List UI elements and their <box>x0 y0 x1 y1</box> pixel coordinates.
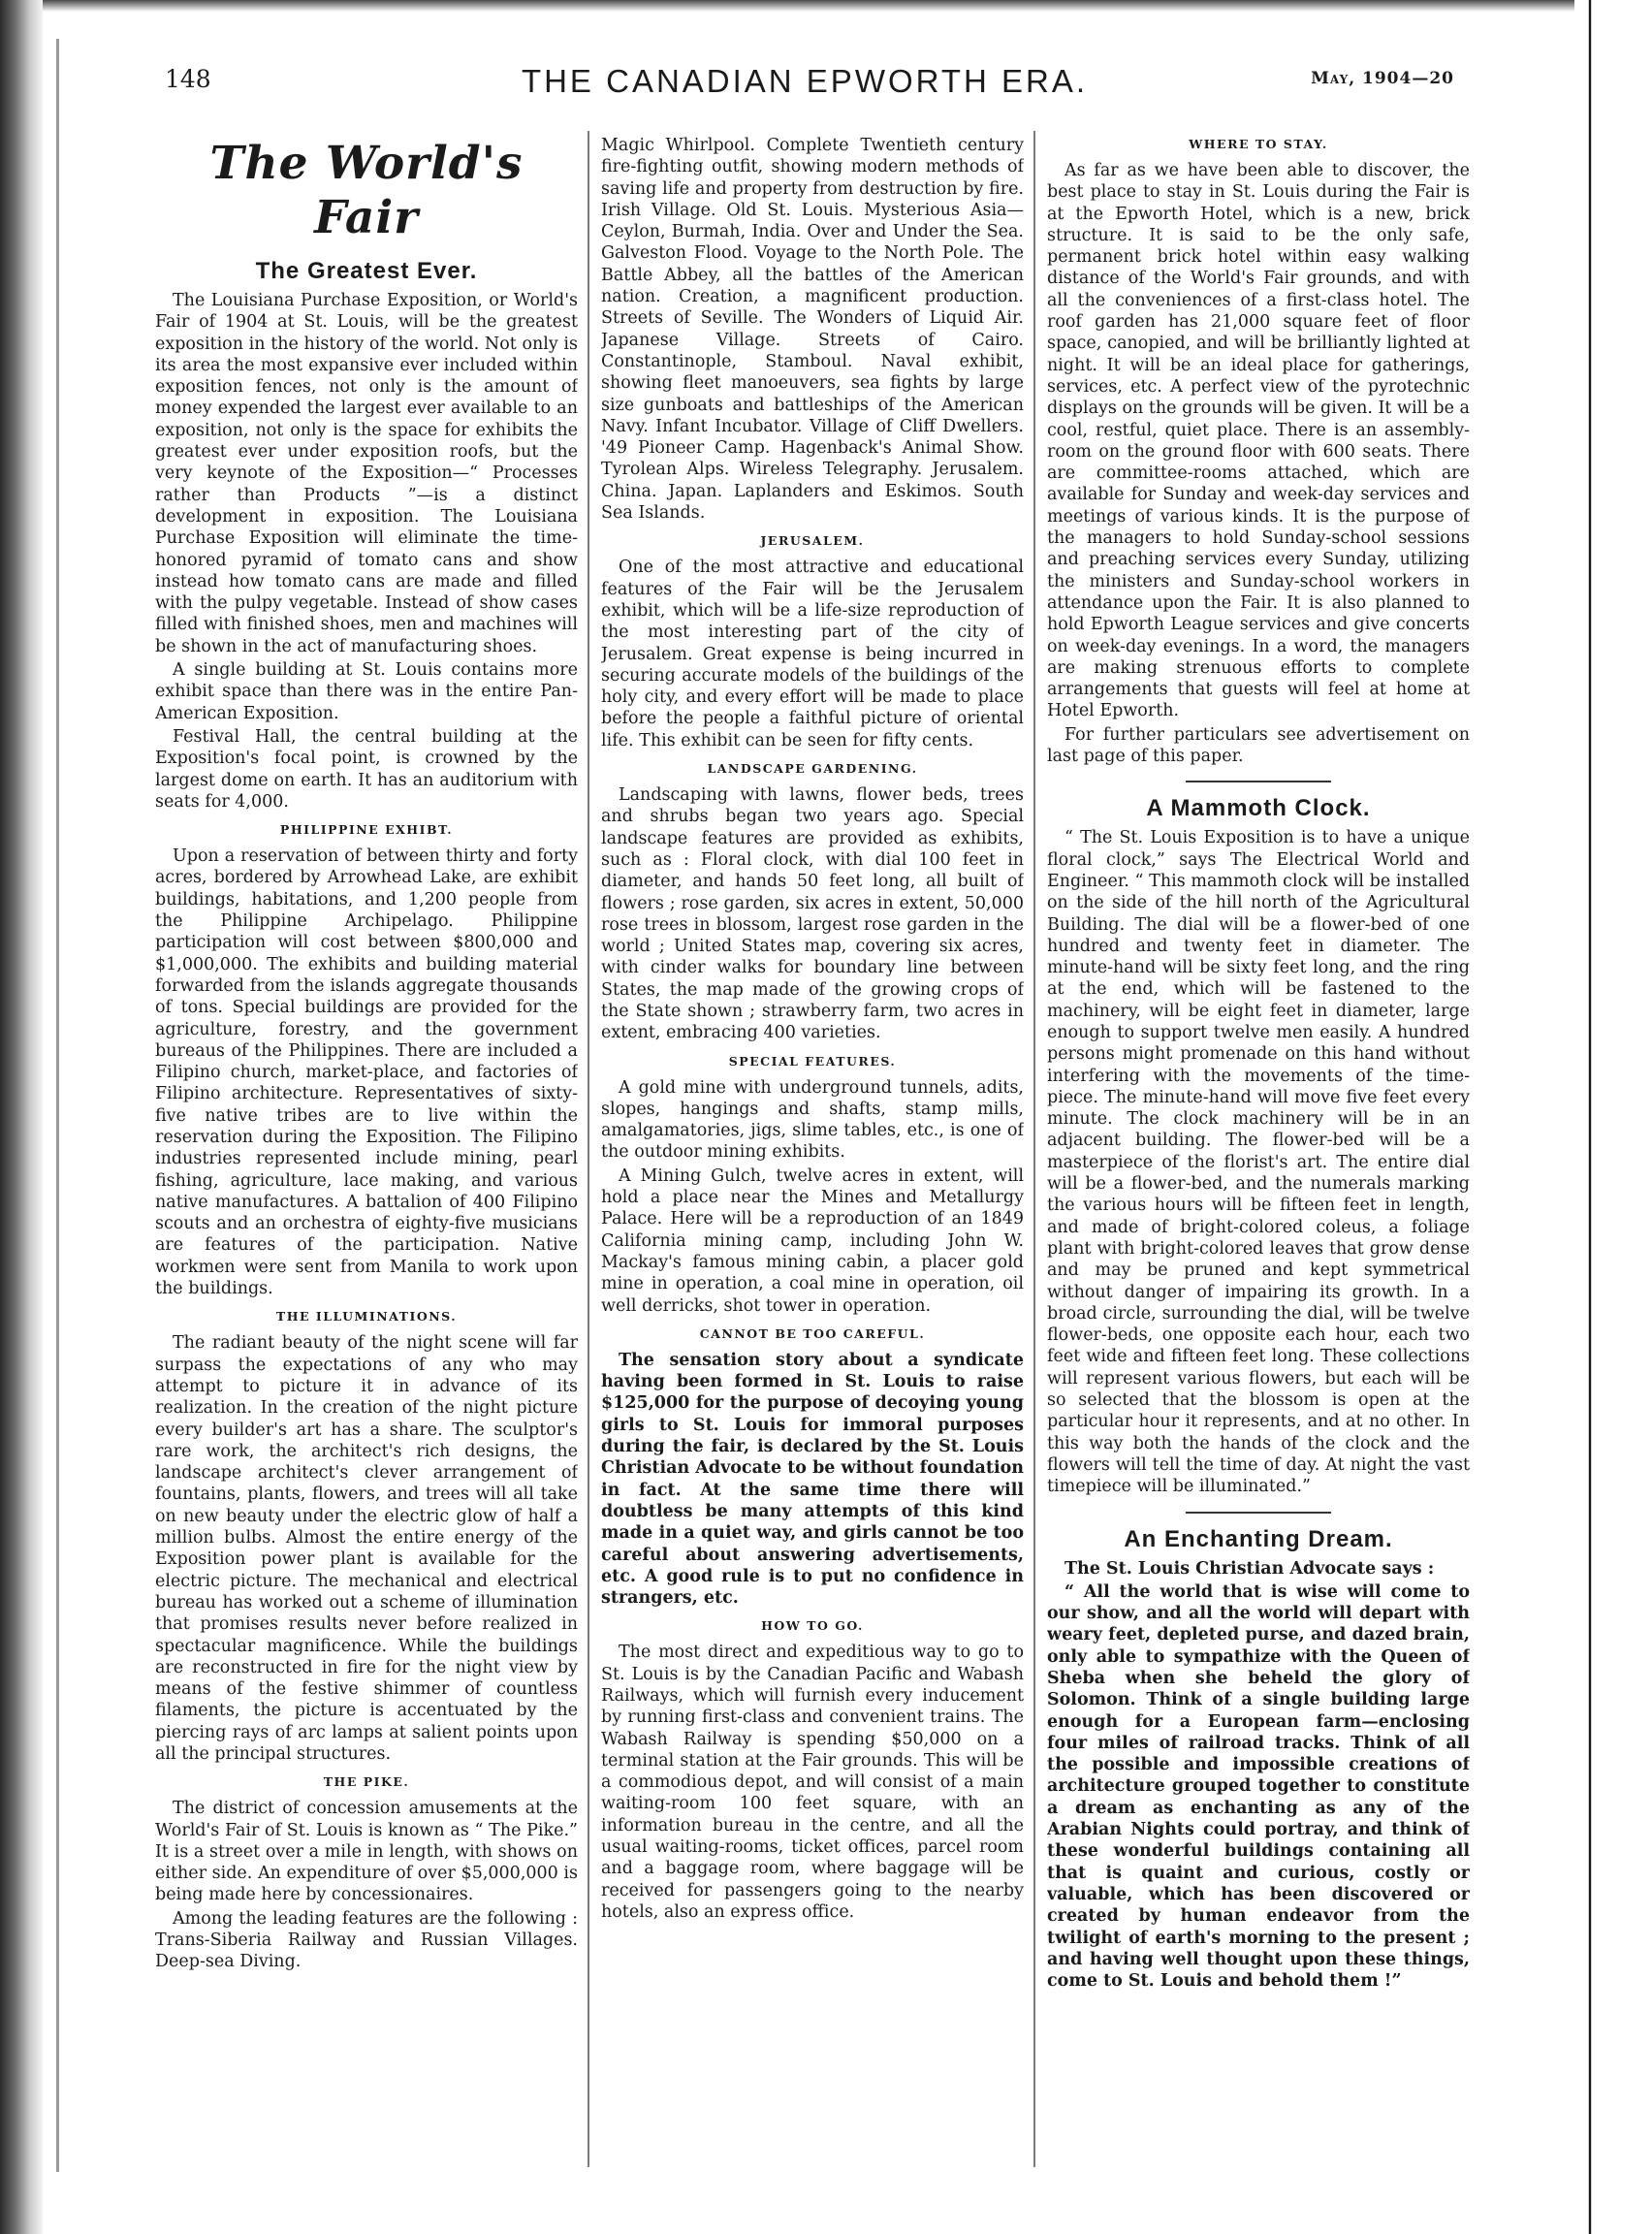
facing-page-edge <box>1574 0 1652 2234</box>
column-1 <box>155 131 578 2167</box>
newspaper-page <box>155 53 1470 2186</box>
article-title: The Greatest Ever. <box>255 258 478 284</box>
running-header <box>155 53 1454 112</box>
paragraph: The radiant beauty of the night scene will far surpass the expectations of any who may attempt to picture it in advance of its realization. In the creation of the night picture every builder's art has a share. The sculptor's rare work, the architect's rich designs, the landscape architect's clever arrangement of fountains, plants, flowers, and trees will all take on new beauty under the electric glow of half a million bulbs. Almost the entire energy of the Exposition power plant is available for the electric picture. The mechanical and electrical bureau has worked out a scheme of illumination that promises results never before realized in spectacular magnificence. While the buildings are reconstructed in fire for the night view by means of the festive shimmer of countless filaments, the picture is accentuated by the piercing rays of arc lamps at salient points upon all the principal structures. <box>155 1333 578 1764</box>
paragraph: The St. Louis Christian Advocate says : <box>1064 1558 1435 1579</box>
issue-date: May, 1904—20 <box>1311 69 1454 88</box>
section-heading: WHERE TO STAY. <box>1189 137 1328 151</box>
paragraph: “ The St. Louis Exposition is to have a unique floral clock,” says The Electrical World and Engineer. “ This mammoth clock will be installed on the side of the hill north of the Agricultural Building. The dial will be a flower-bed of one hundred and twenty feet in diameter. The minute-hand will be sixty feet long, and the ring at the end, which will be fastened to the machinery, will be eight feet in diameter, large enough to support twelve men easily. A hundred persons might promenade on this hand without interfering with the movements of the time-piece. The minute-hand will move five feet every minute. The clock machinery will be in an adjacent building. The flower-bed will be a masterpiece of the florist's art. The entire dial will be a flower-bed, and the numerals marking the various hours will be fifteen feet in length, and made of bright-colored coleus, a foliage plant with bright-colored leaves that grow dense and may be pruned and kept symmetrical without danger of impairing its growth. In a broad circle, surrounding the dial, will be twelve flower-beds, one opposite each hour, each two feet wide and fifteen feet long. These collections will represent various flowers, but each will be so selected that the blossom is open at the particular hour it represents, and at no other. In this way both the hands of the clock and the flowers will tell the time of day. At night the vast timepiece will be illuminated.” <box>1047 828 1470 1497</box>
paragraph: For further particulars see advertisement on last page of this paper. <box>1047 724 1470 767</box>
paragraph: A gold mine with underground tunnels, adits, slopes, hangings and shafts, stamp mills, amalgamatories, jigs, slime tables, etc., is one of the outdoor mining exhibits. <box>601 1077 1024 1163</box>
paragraph: Among the leading features are the following : Trans-Siberia Railway and Russian Villages. Deep-sea Diving. <box>155 1908 578 1972</box>
binding-shadow-line <box>56 39 59 2172</box>
banner-heading: The World's Fair <box>209 137 524 244</box>
column-3 <box>1047 135 1470 2171</box>
paragraph: “ All the world that is wise will come to our show, and all the world will depart with weary feet, depleted purse, and dazed brain, only able to sympathize with the Queen of Sheba when she beheld the glory of Solomon. Think of a single building large enough for a European farm—enclosing four miles of railroad tracks. Think of all the possible and impossible creations of architecture grouped together to constitute a dream as enchanting as any of the Arabian Nights could portray, and think of these wonderful buildings containing all that is quaint and curious, costly or valuable, which has been discovered or created by human endeavor from the twilight of earth's morning to the present ; and having well thought upon these things, come to St. Louis and behold them !” <box>1047 1581 1470 1992</box>
journal-title: THE CANADIAN EPWORTH ERA. <box>521 63 1089 99</box>
paragraph: Magic Whirlpool. Complete Twentieth century fire-fighting outfit, showing modern methods of saving life and property from destruction by fire. Irish Village. Old St. Louis. Mysterious Asia—Ceylon, Burmah, India. Over and Under the Sea. Galveston Flood. Voyage to the North Pole. The Battle Abbey, all the battles of the American nation. Creation, a magnificent production. Streets of Seville. The Wonders of Liquid Air. Japanese Village. Streets of Cairo. Constantinople, Stamboul. Naval exhibit, showing fleet manoeuvers, sea fights by large size gunboats and battleships of the American Navy. Infant Incubator. Village of Cliff Dwellers. '49 Pioneer Camp. Hagenback's Animal Show. Tyrolean Alps. Wireless Telegraphy. Jerusalem. China. Japan. Laplanders and Eskimos. South Sea Islands. <box>601 136 1024 524</box>
section-heading: LANDSCAPE GARDENING. <box>707 761 918 777</box>
paragraph: A Mining Gulch, twelve acres in extent, will hold a place near the Mines and Metallurgy Palace. Here will be a reproduction of an 1849 California mining camp, including John W. Mackay's famous mining cabin, a placer gold mine in operation, a coal mine in operation, oil well derricks, shot tower in operation. <box>601 1165 1024 1316</box>
article-title: A Mammoth Clock. <box>1146 795 1371 822</box>
paragraph: As far as we have been able to discover, the best place to stay in St. Louis during the Fair is at the Epworth Hotel, which is a new, brick structure. It is said to be the only safe, permanent brick hotel within easy walking distance of the World's Fair grounds, and with all the conveniences of a first-class hotel. The roof garden has 21,000 square feet of floor space, canopied, and will be brilliantly lighted at night. It will be an ideal place for gatherings, services, etc. A perfect view of the pyrotechnic displays on the grounds will be given. It will be a cool, restful, quiet place. There is an assembly-room on the ground floor with 600 seats. There are committee-rooms attached, which are available for Sunday and week-day services and meetings of various kinds. It is the purpose of the managers to hold Sunday-school sessions and preaching services every Sunday, utilizing the ministers and Sunday-school workers in attendance upon the Fair. It is also planned to hold Epworth League services and give concerts on week-day evenings. In a word, the managers are making strenuous efforts to complete arrangements that guests will feel at home at Hotel Epworth. <box>1047 161 1470 721</box>
page-number: 148 <box>165 65 211 93</box>
paragraph: Festival Hall, the central building at the Exposition's focal point, is crowned by the largest dome on earth. It has an auditorium with seats for 4,000. <box>155 726 578 812</box>
paragraph: The sensation story about a syndicate having been formed in St. Louis to raise $125,000 for the purpose of decoying young girls to St. Louis for immoral purposes during the fair, is declared by the St. Louis Christian Advocate to be without foundation in fact. At the same time there will doubtless be many attempts of this kind made in a quiet way, and girls cannot be too careful about answering advertisements, etc. A good rule is to put no confidence in strangers, etc. <box>601 1350 1024 1609</box>
paragraph: One of the most attractive and educational features of the Fair will be the Jerusalem exhibit, which will be a life-size reproduction of the most interesting part of the city of Jerusalem. Great expense is being incurred in securing accurate models of the buildings of the holy city, and every effort will be made to place before the people a faithful picture of oriental life. This exhibit can be seen for fifty cents. <box>601 558 1024 750</box>
column-2 <box>601 135 1024 2171</box>
section-heading: THE ILLUMINATIONS. <box>275 1309 458 1324</box>
paragraph: The Louisiana Purchase Exposition, or World's Fair of 1904 at St. Louis, will be the greatest exposition in the history of the world. Not only is its area the most expansive ever included within exposition fences, not only is the amount of money expended the largest ever available to an exposition, not only is the space for exhibits the greatest ever under exposition roofs, but the very keynote of the Exposition—“ Processes rather than Products ”—is a distinct development in exposition. The Louisiana Purchase Exposition will eliminate the time-honored pyramid of tomato cans and show instead how tomato cans are made and filled with the pulpy vegetable. Instead of show cases filled with finished shoes, men and machines will be shown in the act of manufacturing shoes. <box>155 291 578 656</box>
divider <box>1186 1512 1331 1514</box>
section-heading: CANNOT BE TOO CAREFUL. <box>699 1325 926 1341</box>
top-scan-shadow <box>43 0 1574 12</box>
paragraph: The most direct and expeditious way to go to St. Louis is by the Canadian Pacific and Wabash Railways, which will furnish every inducement by running first-class and convenient trains. The Wabash Railway is spending $50,000 on a terminal station at the Fair grounds. This will be a commodious depot, and will consist of a main waiting-room 100 feet square, with an information bureau in the centre, and all the usual waiting-rooms, ticket offices, parcel room and a baggage room, where baggage will be received for passengers going to the nearby hotels, also an express office. <box>601 1643 1024 1922</box>
section-heading: HOW TO GO. <box>761 1618 864 1634</box>
section-heading: PHILIPPINE EXHIBT. <box>279 822 454 838</box>
paragraph: A single building at St. Louis contains more exhibit space than there was in the entire Pan-American Exposition. <box>155 660 578 723</box>
section-heading: THE PIKE. <box>323 1774 410 1790</box>
paragraph: The district of concession amusements at the World's Fair of St. Louis is known as “ The Pike.” It is a street over a mile in length, with shows on either side. An expenditure of over $5,000,000 is being made here by concessionaires. <box>155 1799 578 1905</box>
column-rule-left <box>588 131 589 2167</box>
section-heading: JERUSALEM. <box>760 533 865 549</box>
section-heading: SPECIAL FEATURES. <box>728 1053 897 1069</box>
book-binding-edge <box>0 0 43 2234</box>
article-title: An Enchanting Dream. <box>1124 1525 1393 1552</box>
paragraph: Landscaping with lawns, flower beds, trees and shrubs began two years ago. Special landscape features are provided as exhibits, such as : Floral clock, with dial 100 feet in diameter, and hands 50 feet long, all built of flowers ; rose garden, six acres in extent, 50,000 rose trees in blossom, largest rose garden in the world ; United States map, covering six acres, with cinder walks for boundary line between States, the map made of the growing crops of the State shown ; strawberry farm, two acres in extent, embracing 400 varieties. <box>601 785 1024 1043</box>
paragraph: Upon a reservation of between thirty and forty acres, bordered by Arrowhead Lake, are exhibit buildings, habitations, and 1,200 people from the Philippine Archipelago. Philippine participation will cost between $800,000 and $1,000,000. The exhibits and building material forwarded from the islands aggregate thousands of tons. Special buildings are provided for the agriculture, forestry, and the government bureaus of the Philippines. There are included a Filipino church, market-place, and factories of Filipino architecture. Representatives of sixty-five native tribes are to live within the reservation during the Exposition. The Filipino industries represented include mining, pearl fishing, agriculture, lace making, and various native manufactures. A battalion of 400 Filipino scouts and an orchestra of eighty-five musicians are features of the participation. Native workmen were sent from Manila to work upon the buildings. <box>155 846 578 1299</box>
divider <box>1186 781 1331 782</box>
column-rule-right <box>1033 131 1035 2167</box>
